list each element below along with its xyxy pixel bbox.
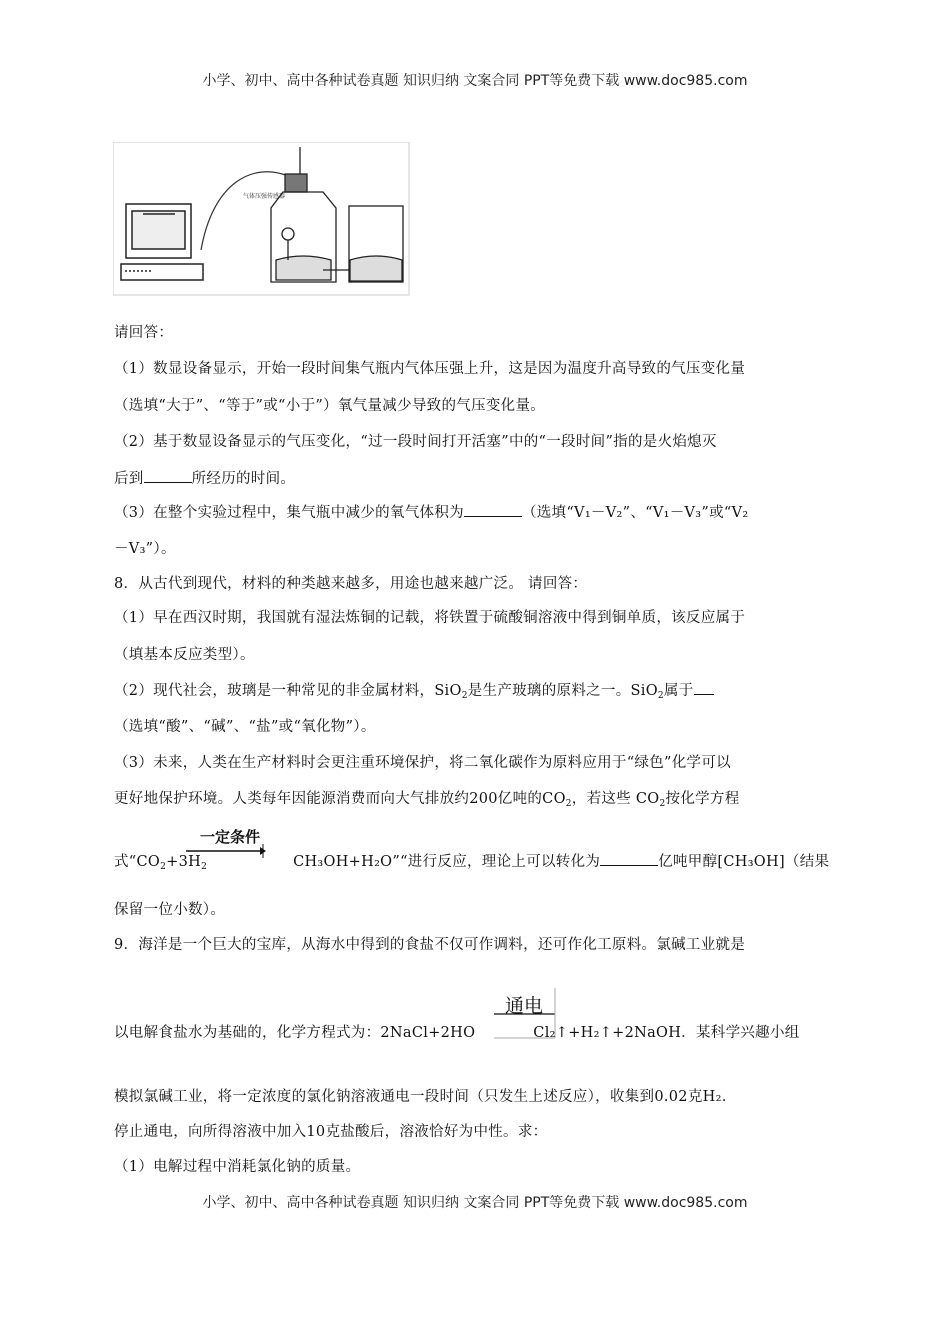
eq-products: CH₃OH+H₂O”“进行反应，理论上可以转化为: [293, 854, 601, 870]
q7-intro: 请回答：: [114, 325, 174, 341]
q9-eq-text-post: Cl₂↑+H₂↑+2NaOH．某科学兴趣小组: [533, 1025, 800, 1041]
q8-part3-line1: （3）未来，人类在生产材料时会更注重环境保护，将二氧化碳作为原料应用于“绿色”化学可以: [114, 755, 731, 771]
q8-title: 8．从古代到现代，材料的种类越来越多，用途也越来越广泛。 请回答：: [114, 576, 588, 592]
answer-blank[interactable]: [144, 468, 192, 483]
q8-part3-text-pre: 更好地保护环境。人类每年因能源消费而向大气排放约200亿吨的CO: [114, 791, 566, 807]
eq-text-post: 亿吨甲醇[CH₃OH]（结果: [658, 854, 830, 870]
q8-equation-line: [114, 850, 829, 871]
q9-eq-text-pre: 以电解食盐水为基础的，化学方程式为：2NaCl+2H: [114, 1025, 464, 1041]
electrolysis-condition: 通电: [505, 995, 544, 1017]
subscript: 2: [565, 799, 572, 809]
q9-equation-line: [114, 1021, 800, 1042]
q8-part2-text-mid: 是生产玻璃的原料之一。SiO: [467, 683, 658, 699]
subscript: 2: [201, 862, 208, 872]
q7-part2-line1: （2）基于数显设备显示的气压变化，“过一段时间打开活塞”中的“一段时间”指的是火焰熄灭: [114, 434, 717, 450]
q7-part2-line2: [114, 467, 295, 488]
page-header: 小学、初中、高中各种试卷真题 知识归纳 文案合同 PPT等免费下载 www.doc985.com: [202, 73, 748, 89]
subscript: 2: [657, 691, 664, 701]
apparatus-figure: [113, 142, 410, 296]
q7-part3-line2: －V₃”）。: [114, 541, 176, 557]
q8-part3-end: 保留一位小数）。: [114, 902, 226, 918]
q9-part1: （1）电解过程中消耗氯化钠的质量。: [114, 1159, 361, 1175]
q7-part1-line2: （选填“大于”、“等于”或“小于”）氧气量减少导致的气压变化量。: [114, 398, 546, 414]
q8-part3-text-post: 按化学方程: [665, 791, 740, 807]
q8-part2-line1: [114, 679, 714, 700]
subscript: 2: [160, 862, 167, 872]
answer-blank[interactable]: [600, 851, 658, 866]
answer-blank[interactable]: [694, 680, 714, 695]
eq-text-pre: 式“CO: [114, 854, 161, 870]
q9-line2: 模拟氯碱工业，将一定浓度的氯化钠溶液通电一段时间（只发生上述反应），收集到0.02克H₂.: [114, 1089, 727, 1105]
eq-text-mid: +3H: [166, 854, 202, 870]
sensor-label: 气体压强传感器: [243, 193, 286, 200]
q8-part2-line2: （选填“酸”、“碱”、“盐”或“氧化物”）。: [114, 719, 376, 735]
q9-line3: 停止通电，向所得溶液中加入10克盐酸后，溶液恰好为中性。求：: [114, 1124, 548, 1140]
q7-part2-text-pre: 后到: [114, 471, 144, 487]
q9-title: 9．海洋是一个巨大的宝库，从海水中得到的食盐不仅可作调料，还可作化工原料。氯碱工业就是: [114, 937, 746, 953]
q7-part3-text-pre: （3）在整个实验过程中，集气瓶中减少的氧气体积为: [114, 505, 464, 521]
q7-part1-line1: （1）数显设备显示，开始一段时间集气瓶内气体压强上升，这是因为温度升高导致的气压变化量: [114, 361, 746, 377]
answer-blank[interactable]: [464, 502, 522, 517]
page-footer: 小学、初中、高中各种试卷真题 知识归纳 文案合同 PPT等免费下载 www.doc985.com: [202, 1195, 748, 1211]
q7-part3-line1: [114, 501, 749, 522]
subscript: 2: [461, 691, 468, 701]
oxygen-symbol: O: [463, 1025, 476, 1041]
q7-part3-text-post: （选填“V₁－V₂”、“V₁－V₃”或“V₂: [521, 505, 749, 521]
condition-label: 一定条件: [200, 828, 261, 846]
q8-part3-text-mid: ，若这些 CO: [571, 791, 660, 807]
q8-part2-text-pre: （2）现代社会，玻璃是一种常见的非金属材料，SiO: [114, 683, 462, 699]
q8-part2-text-post: 属于: [663, 683, 694, 699]
q8-part3-line2: [114, 787, 740, 808]
q8-part1-line1: （1）早在西汉时期，我国就有湿法炼铜的记载，将铁置于硫酸铜溶液中得到铜单质，该反应属于: [114, 610, 746, 626]
q7-part2-text-post: 所经历的时间。: [191, 471, 296, 487]
subscript: 2: [659, 799, 666, 809]
q8-part1-line2: （填基本反应类型）。: [114, 647, 255, 663]
